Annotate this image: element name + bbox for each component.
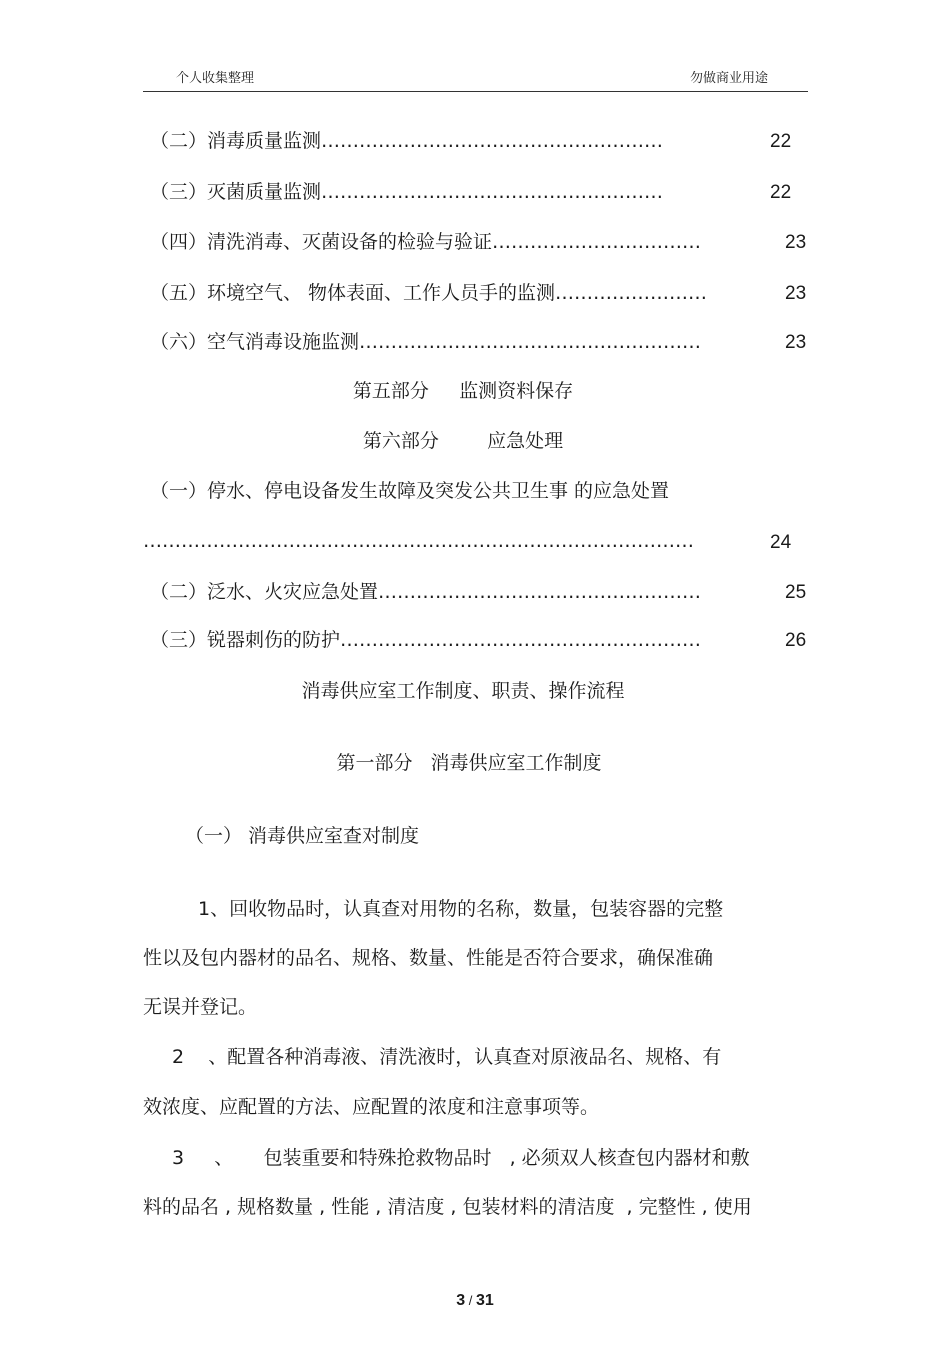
paragraph-line: 性以及包内器材的品名、规格、数量、性能是否符合要求，确保准确 xyxy=(143,947,714,969)
toc-page-number: 22 xyxy=(770,131,792,152)
toc-part-heading: 第五部分 监测资料保存 xyxy=(352,380,574,402)
toc-part-heading: 第六部分 应急处理 xyxy=(362,430,564,452)
total-page-count: 31 xyxy=(475,1292,494,1309)
paragraph-line: 1、回收物品时，认真查对用物的名称，数量，包装容器的完整 xyxy=(198,898,724,920)
current-page-number: 3 xyxy=(456,1292,466,1309)
toc-page-number: 23 xyxy=(785,283,807,304)
toc-entry: （二）泛水、火灾应急处置…………………………………………… xyxy=(150,581,702,603)
toc-entry: （三）灭菌质量监测……………………………………………… xyxy=(150,181,664,203)
toc-entry-leader: …………………………………………………………………………… xyxy=(143,530,694,552)
toc-page-number: 25 xyxy=(785,582,807,603)
page-footer xyxy=(0,1292,950,1310)
document-title: 消毒供应室工作制度、职责、操作流程 xyxy=(301,680,625,702)
paragraph-line: 料的品名 , 规格数量 , 性能 , 清洁度 , 包装材料的清洁度 , 完整性 , 使用 xyxy=(143,1196,752,1218)
section-heading: （一） 消毒供应室查对制度 xyxy=(185,825,420,847)
toc-page-number: 23 xyxy=(785,332,807,353)
toc-page-number: 23 xyxy=(785,232,807,253)
paragraph-line: 2 、配置各种消毒液、清洗液时，认真查对原液品名、规格、有 xyxy=(172,1046,722,1068)
toc-entry: （四）清洗消毒、灭菌设备的检验与验证…………………………… xyxy=(150,231,702,253)
page-header-left: 个人收集整理 xyxy=(176,71,255,86)
toc-page-number: 24 xyxy=(770,532,792,553)
toc-entry: （六）空气消毒设施监测……………………………………………… xyxy=(150,331,702,353)
paragraph-line: 3 、 包装重要和特殊抢救物品时 , 必须双人核查包内器材和敷 xyxy=(172,1147,750,1169)
toc-entry: （一）停水、停电设备发生故障及突发公共卫生事 的应急处置 xyxy=(150,480,670,502)
toc-entry: （三）锐器刺伤的防护………………………………………………… xyxy=(150,629,702,651)
toc-entry: （五）环境空气、 物体表面、工作人员手的监测…………………… xyxy=(150,282,708,304)
toc-entry: （二）消毒质量监测……………………………………………… xyxy=(150,130,664,152)
toc-page-number: 26 xyxy=(785,630,807,651)
paragraph-line: 无误并登记。 xyxy=(143,996,258,1018)
paragraph-line: 效浓度、应配置的方法、应配置的浓度和注意事项等。 xyxy=(143,1096,600,1118)
toc-page-number: 22 xyxy=(770,182,792,203)
part-title: 第一部分 消毒供应室工作制度 xyxy=(336,752,602,774)
page-header-right: 勿做商业用途 xyxy=(690,71,769,86)
page-separator: / xyxy=(465,1293,476,1308)
header-divider xyxy=(143,91,808,92)
